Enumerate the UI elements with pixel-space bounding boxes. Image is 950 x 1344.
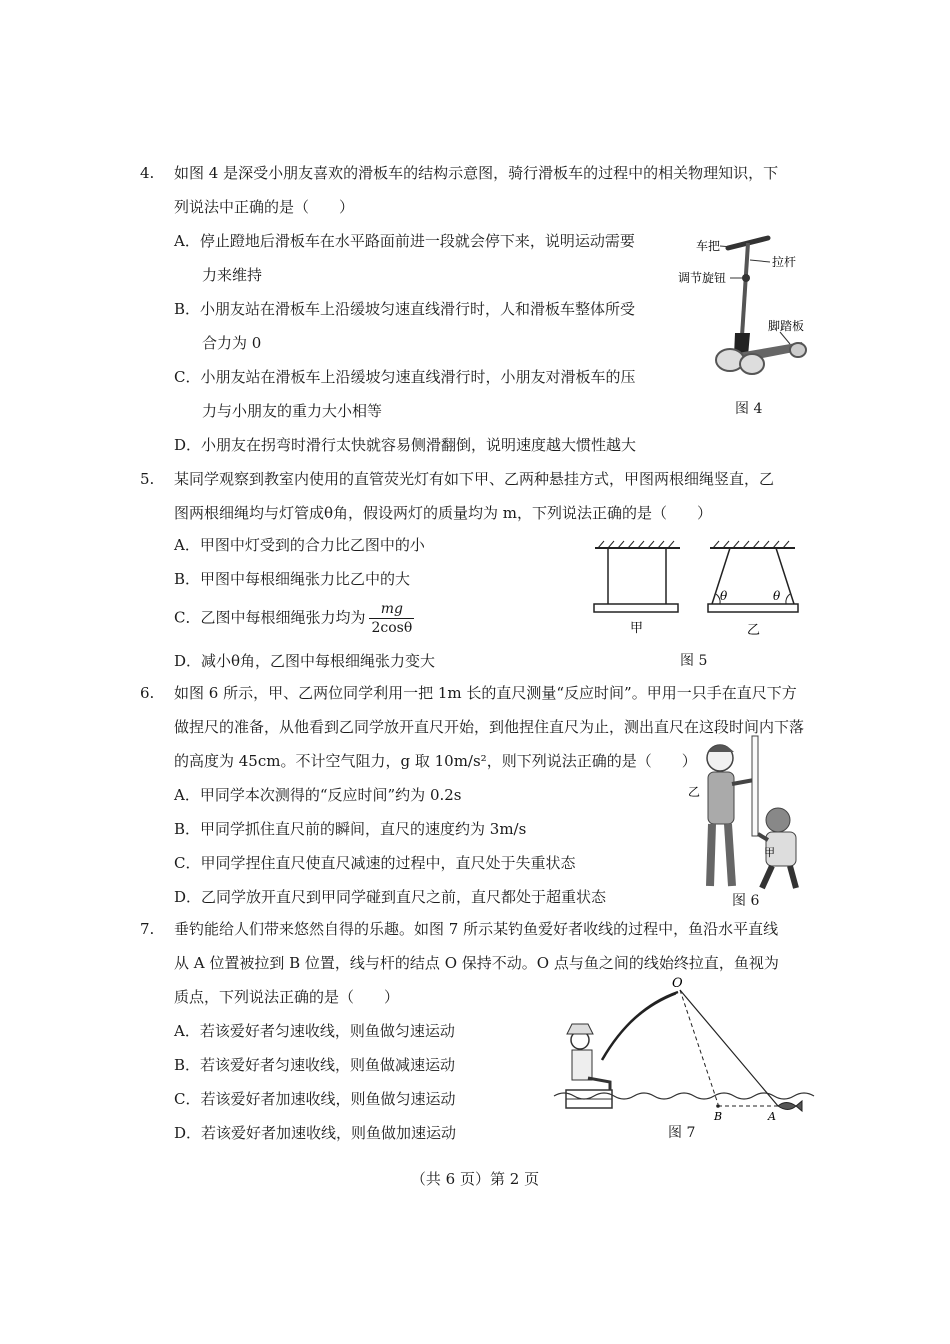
label-pedal: 脚踏板: [768, 319, 805, 333]
question-number: 6.: [140, 684, 155, 702]
stem-line: 如图 4 是深受小朋友喜欢的滑板车的结构示意图，骑行滑板车的过程中的相关物理知识，下: [174, 164, 779, 182]
label-yi: 乙: [688, 785, 701, 799]
lamp-jia: [594, 604, 678, 612]
ceiling-hatch-left: [598, 541, 674, 548]
figure-4-scooter: [678, 228, 820, 388]
pull-rod: [742, 243, 748, 336]
q5-option-a: A．甲图中灯受到的合力比乙图中的小: [174, 536, 425, 554]
figure-4-caption: 图 4: [735, 401, 763, 417]
student-yi-arm: [732, 780, 754, 784]
question-4-stem: [140, 156, 820, 224]
figure-7-caption: 图 7: [668, 1125, 696, 1141]
label-jia: 甲: [630, 621, 644, 636]
theta-left: θ: [720, 589, 728, 603]
label-knob: 调节旋钮: [678, 271, 727, 285]
question-number: 7.: [140, 920, 155, 938]
label-o: O: [672, 976, 683, 991]
fraction-denominator: 2cosθ: [371, 620, 413, 636]
line-to-a: [680, 990, 778, 1106]
label-yi: 乙: [747, 623, 761, 638]
q7-option-c: C．若该爱好者加速收线，则鱼做匀速运动: [174, 1090, 456, 1108]
fraction-numerator: mg: [369, 600, 414, 619]
figure-6-ruler-test: [680, 728, 815, 898]
question-5-stem: [140, 462, 820, 530]
rear-wheel: [790, 343, 806, 357]
figure-7-fishing: [552, 978, 814, 1128]
label-b: B: [714, 1110, 723, 1123]
q6-option-d: D．乙同学放开直尺到甲同学碰到直尺之前，直尺都处于超重状态: [174, 888, 607, 906]
fish: [778, 1103, 796, 1110]
q7-option-a: A．若该爱好者匀速收线，则鱼做匀速运动: [174, 1022, 455, 1040]
stem-line: 垂钓能给人们带来悠然自得的乐趣。如图 7 所示某钓鱼爱好者收线的过程中，鱼沿水平直线: [174, 920, 779, 938]
q4-option-b: B．小朋友站在滑板车上沿缓坡匀速直线滑行时，人和滑板车整体所受 合力为 0: [174, 300, 636, 352]
q5-option-c: C．乙图中每根细绳张力均为 $\frac{mg}{2\cos\theta}$: [174, 601, 413, 636]
stem-line: 的高度为 45cm。不计空气阻力，g 取 10m/s²，则下列说法正确的是（ ）: [174, 752, 697, 770]
front-wheel-2: [740, 354, 764, 374]
q5-option-d: D．减小θ角，乙图中每根细绳张力变大: [174, 652, 436, 670]
figure-5-caption: 图 5: [680, 653, 708, 669]
fisherman-hat: [567, 1024, 593, 1034]
q5-option-b: B．甲图中每根细绳张力比乙中的大: [174, 570, 411, 588]
label-a: A: [768, 1110, 776, 1123]
fishing-rod: [602, 992, 678, 1060]
q6-option-a: A．甲同学本次测得的“反应时间”约为 0.2s: [174, 786, 462, 804]
fraction: [369, 600, 414, 637]
figure-6-caption: 图 6: [732, 893, 760, 909]
stem-line: 图两根细绳均与灯管成θ角，假设两灯的质量均为 m，下列说法正确的是（ ）: [174, 504, 713, 522]
stem-line: 某同学观察到教室内使用的直管荧光灯有如下甲、乙两种悬挂方式，甲图两根细绳竖直，乙: [174, 470, 775, 488]
stem-line: 从 A 位置被拉到 B 位置，线与杆的结点 O 保持不动。O 点与鱼之间的线始终拉直，鱼视为: [174, 954, 779, 972]
theta-right: θ: [773, 589, 781, 603]
line-to-b: [680, 990, 718, 1104]
q4-option-c: C．小朋友站在滑板车上沿缓坡匀速直线滑行时，小朋友对滑板车的压 力与小朋友的重力大小相等: [174, 368, 636, 420]
ruler: [752, 736, 758, 836]
ceiling-hatch-right: [713, 541, 789, 548]
water-surface: [554, 1093, 814, 1099]
stem-line: 质点，下列说法正确的是（ ）: [174, 988, 400, 1006]
label-pull-rod: 拉杆: [772, 255, 797, 269]
q7-option-d: D．若该爱好者加速收线，则鱼做加速运动: [174, 1124, 457, 1142]
student-yi-body: [708, 772, 734, 824]
figure-5-lamps: [590, 538, 810, 648]
q6-option-c: C．甲同学捏住直尺使直尺减速的过程中，直尺处于失重状态: [174, 854, 576, 872]
point-b: [716, 1104, 720, 1108]
fisherman-body: [572, 1050, 592, 1080]
stem-line: 做捏尺的准备，从他看到乙同学放开直尺开始，到他捏住直尺为止，测出直尺在这段时间内下落: [174, 718, 805, 736]
label-jia: 甲: [764, 846, 775, 859]
page-footer: （共 6 页）第 2 页: [410, 1170, 540, 1188]
stem-line: 列说法中正确的是（ ）: [174, 198, 355, 216]
label-handle: 车把: [696, 239, 721, 253]
question-number: 5.: [140, 470, 155, 488]
q7-option-b: B．若该爱好者匀速收线，则鱼做减速运动: [174, 1056, 456, 1074]
q6-option-b: B．甲同学抓住直尺前的瞬间，直尺的速度约为 3m/s: [174, 820, 527, 838]
lamp-yi: [708, 604, 798, 612]
student-jia-head: [766, 808, 790, 832]
stem-line: 如图 6 所示，甲、乙两位同学利用一把 1m 长的直尺测量“反应时间”。甲用一只手在直尺下方: [174, 684, 797, 702]
question-number: 4.: [140, 164, 155, 182]
q4-option-d: D．小朋友在拐弯时滑行太快就容易侧滑翻倒，说明速度越大惯性越大: [174, 436, 637, 454]
q4-option-a: A．停止蹬地后滑板车在水平路面前进一段就会停下来，说明运动需要 力来维持: [174, 232, 635, 284]
